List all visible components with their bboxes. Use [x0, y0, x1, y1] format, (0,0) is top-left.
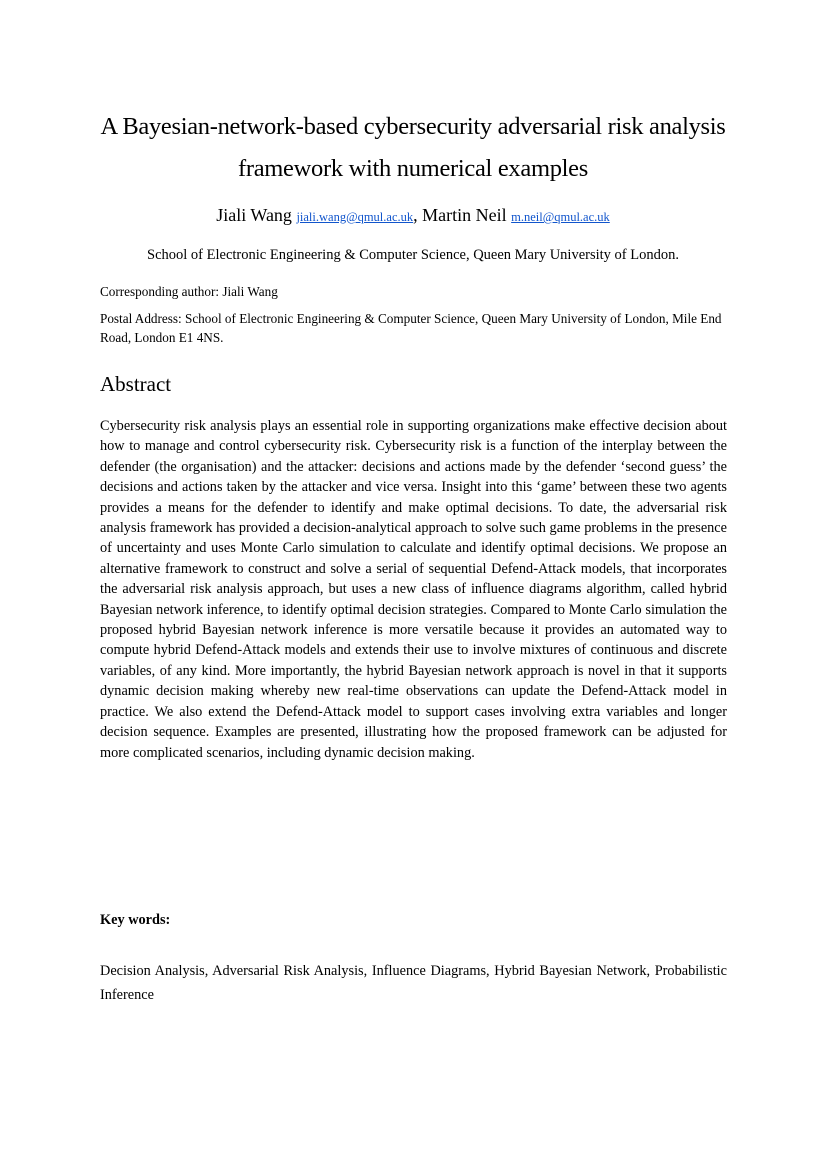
- author-name: Martin Neil: [422, 205, 507, 225]
- keywords-heading: Key words:: [100, 912, 171, 928]
- affiliation: School of Electronic Engineering & Computer Science, Queen Mary University of London.: [147, 247, 679, 263]
- author-email-link[interactable]: jiali.wang@qmul.ac.uk: [296, 210, 414, 224]
- author-line: [60, 202, 766, 230]
- postal-address: Postal Address: School of Electronic Engineering & Computer Science, Queen Mary University of London, Mile End Road, London E1 4NS.: [100, 311, 722, 345]
- abstract-heading: Abstract: [100, 372, 172, 396]
- author-separator: ,: [413, 205, 423, 225]
- author-email-link[interactable]: m.neil@qmul.ac.uk: [511, 210, 610, 224]
- author-name: Jiali Wang: [216, 205, 292, 225]
- paper-title: A Bayesian-network-based cybersecurity adversarial risk analysis framework with numerical examples: [100, 113, 726, 182]
- abstract-text: Cybersecurity risk analysis plays an essential role in supporting organizations make effective decision about how to manage and control cybersecurity risk. Cybersecurity risk is a function of the interplay between the defender (the organisation) and the attacker: decisions and actions made by the defender ‘second guess’ the decisions and actions taken by the attacker and vice versa. Insight into this ‘game’ between these two agents provides a means for the defender to identify and make optimal decisions. To date, the adversarial risk analysis framework has provided a decision-analytical approach to solve such game problems in the presence of uncertainty and uses Monte Carlo simulation to calculate and identify optimal decisions. We propose an alternative framework to construct and solve a serial of sequential Defend-Attack models, that incorporates the adversarial risk analysis approach, but uses a new class of influence diagrams algorithm, called hybrid Bayesian network inference, to identify optimal decision strategies. Compared to Monte Carlo simulation the proposed hybrid Bayesian network inference is more versatile because it provides an automated way to compute hybrid Defend-Attack models and extends their use to involve mixtures of continuous and discrete variables, of any kind. More importantly, the hybrid Bayesian network approach is novel in that it supports dynamic decision making whereby new real-time observations can update the Defend-Attack model in practice. We also extend the Defend-Attack model to support cases involving extra variables and longer decision sequence. Examples are presented, illustrating how the proposed framework can be adjusted for more complicated scenarios, including dynamic decision making.: [100, 418, 727, 761]
- corresponding-author: Corresponding author: Jiali Wang: [100, 284, 278, 299]
- keywords-text: Decision Analysis, Adversarial Risk Analysis, Influence Diagrams, Hybrid Bayesian Network, Probabilistic Inference: [100, 963, 727, 1003]
